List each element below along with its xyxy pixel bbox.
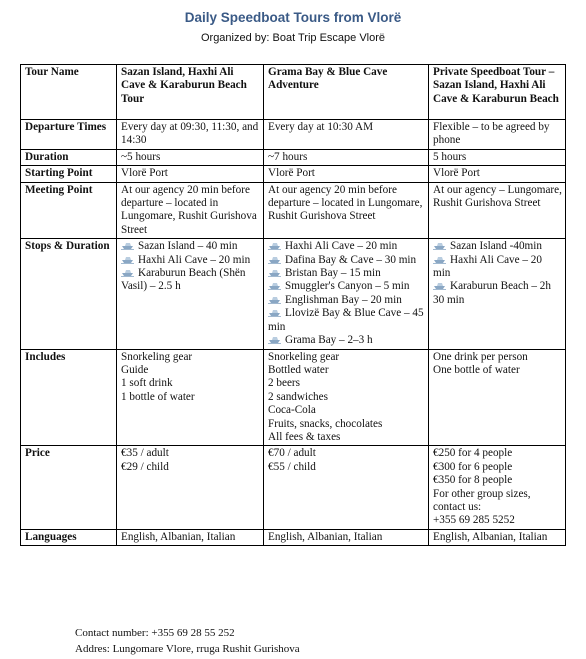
document-subtitle: Organized by: Boat Trip Escape Vlorë: [200, 32, 386, 44]
includes-item: Snorkeling gear: [268, 350, 340, 363]
row-duration: [21, 149, 566, 165]
price-item: €350 for 8 people: [433, 474, 513, 487]
contact-number: Contact number: +355 69 28 55 252: [75, 627, 235, 639]
speedboat-icon: [268, 308, 281, 317]
stop-item: [268, 254, 425, 267]
includes-item: Coca-Cola: [268, 404, 316, 417]
speedboat-icon: [268, 268, 281, 277]
stop-item: [433, 240, 562, 253]
speedboat-icon: [121, 268, 134, 277]
includes-item: Bottled water: [268, 363, 329, 376]
stop-item: [121, 254, 260, 267]
label-includes: Includes: [21, 349, 117, 446]
speedboat-icon: [433, 281, 446, 290]
tour-3-includes: [429, 349, 566, 446]
speedboat-icon: [268, 281, 281, 290]
stop-text: Llovizë Bay & Blue Cave – 45 min: [268, 307, 424, 333]
includes-item: Snorkeling gear: [121, 350, 193, 363]
stop-text: Englishman Bay – 20 min: [285, 293, 402, 306]
tour-1-starting-point: Vlorë Port: [117, 166, 264, 182]
tour-2-stops: [264, 239, 429, 349]
document-title: Daily Speedboat Tours from Vlorë: [184, 10, 402, 25]
stop-text: Haxhi Ali Cave – 20 min: [285, 240, 398, 253]
tour-1-duration: ~5 hours: [117, 149, 264, 165]
tour-2-departure: Every day at 10:30 AM: [264, 120, 429, 150]
label-starting-point: Starting Point: [21, 166, 117, 182]
price-item: €250 for 4 people: [433, 447, 513, 460]
stop-item: [433, 254, 562, 281]
tour-1-departure: Every day at 09:30, 11:30, and 14:30: [117, 120, 264, 150]
speedboat-icon: [433, 241, 446, 250]
includes-item: 2 sandwiches: [268, 390, 328, 403]
tour-2-price: [264, 446, 429, 529]
tour-3-name: Private Speedboat Tour – Sazan Island, Haxhi Ali Cave & Karaburun Beach: [429, 65, 566, 120]
stop-text: Karaburun Beach (Shën Vasil) – 2.5 h: [121, 267, 246, 293]
price-item: €300 for 6 people: [433, 460, 513, 473]
tour-1-includes: [117, 349, 264, 446]
tour-1-name: Sazan Island, Haxhi Ali Cave & Karaburun Beach Tour: [117, 65, 264, 120]
stop-text: Karaburun Beach – 2h 30 min: [433, 280, 551, 306]
address: Addres: Lungomare Vlore, rruga Rushit Gurishova: [75, 643, 300, 655]
includes-item: Fruits, snacks, chocolates: [268, 417, 383, 430]
includes-item: 1 bottle of water: [121, 390, 195, 403]
price-item: +355 69 285 5252: [433, 514, 515, 527]
stop-text: Sazan Island -40min: [450, 240, 542, 253]
stop-text: Sazan Island – 40 min: [138, 240, 238, 253]
tour-3-languages: English, Albanian, Italian: [429, 529, 566, 545]
row-languages: [21, 529, 566, 545]
price-item: For other group sizes, contact us:: [433, 487, 531, 513]
label-languages: Languages: [21, 529, 117, 545]
row-meeting-point: [21, 182, 566, 239]
speedboat-icon: [268, 241, 281, 250]
stop-text: Dafina Bay & Cave – 30 min: [285, 253, 417, 266]
stop-item: [268, 267, 425, 280]
stop-text: Grama Bay – 2–3 h: [285, 334, 373, 347]
tour-3-departure: Flexible – to be agreed by phone: [429, 120, 566, 150]
speedboat-icon: [268, 295, 281, 304]
speedboat-icon: [121, 255, 134, 264]
price-item: €70 / adult: [268, 447, 316, 460]
stop-text: Haxhi Ali Cave – 20 min: [433, 253, 542, 280]
tour-2-starting-point: Vlorë Port: [264, 166, 429, 182]
stop-item: [268, 334, 425, 347]
row-starting-point: [21, 166, 566, 182]
label-price: Price: [21, 446, 117, 529]
includes-item: 1 soft drink: [121, 377, 173, 390]
includes-item: One drink per person: [433, 350, 528, 363]
stop-item: [268, 294, 425, 307]
row-departure: [21, 120, 566, 150]
stop-item: [433, 280, 562, 307]
stop-item: [121, 240, 260, 253]
price-item: €35 / adult: [121, 447, 169, 460]
speedboat-icon: [433, 255, 446, 264]
stop-item: [268, 240, 425, 253]
tour-3-price: [429, 446, 566, 529]
label-duration: Duration: [21, 149, 117, 165]
tour-1-price: [117, 446, 264, 529]
tour-3-duration: 5 hours: [429, 149, 566, 165]
stop-text: Smuggler's Canyon – 5 min: [285, 280, 410, 293]
tour-1-meeting-point: At our agency 20 min before departure – located in Lungomare, Rushit Gurishova Street: [117, 182, 264, 239]
stop-item: [268, 280, 425, 293]
tours-table: [20, 64, 566, 546]
row-tour-name: [21, 65, 566, 120]
price-item: €55 / child: [268, 460, 316, 473]
includes-item: One bottle of water: [433, 363, 520, 376]
tour-3-meeting-point: At our agency – Lungomare, Rushit Gurishova Street: [429, 182, 566, 239]
tour-2-includes: [264, 349, 429, 446]
speedboat-icon: [268, 255, 281, 264]
row-includes: [21, 349, 566, 446]
speedboat-icon: [121, 241, 134, 250]
stop-item: [121, 267, 260, 294]
includes-item: 2 beers: [268, 377, 300, 390]
tour-2-languages: English, Albanian, Italian: [264, 529, 429, 545]
tour-1-stops: [117, 239, 264, 349]
tour-1-languages: English, Albanian, Italian: [117, 529, 264, 545]
label-stops: Stops & Duration: [21, 239, 117, 349]
label-meeting-point: Meeting Point: [21, 182, 117, 239]
price-item: €29 / child: [121, 460, 169, 473]
tour-2-name: Grama Bay & Blue Cave Adventure: [264, 65, 429, 120]
includes-item: Guide: [121, 363, 149, 376]
label-tour-name: Tour Name: [21, 65, 117, 120]
tour-2-meeting-point: At our agency 20 min before departure – located in Lungomare, Rushit Gurishova Street: [264, 182, 429, 239]
stop-text: Haxhi Ali Cave – 20 min: [138, 253, 251, 266]
speedboat-icon: [268, 335, 281, 344]
tour-2-duration: ~7 hours: [264, 149, 429, 165]
stop-item: [268, 307, 425, 334]
label-departure: Departure Times: [21, 120, 117, 150]
tour-3-stops: [429, 239, 566, 349]
stop-text: Bristan Bay – 15 min: [285, 267, 381, 280]
row-price: [21, 446, 566, 529]
tour-3-starting-point: Vlorë Port: [429, 166, 566, 182]
includes-item: All fees & taxes: [268, 430, 341, 443]
row-stops: [21, 239, 566, 349]
